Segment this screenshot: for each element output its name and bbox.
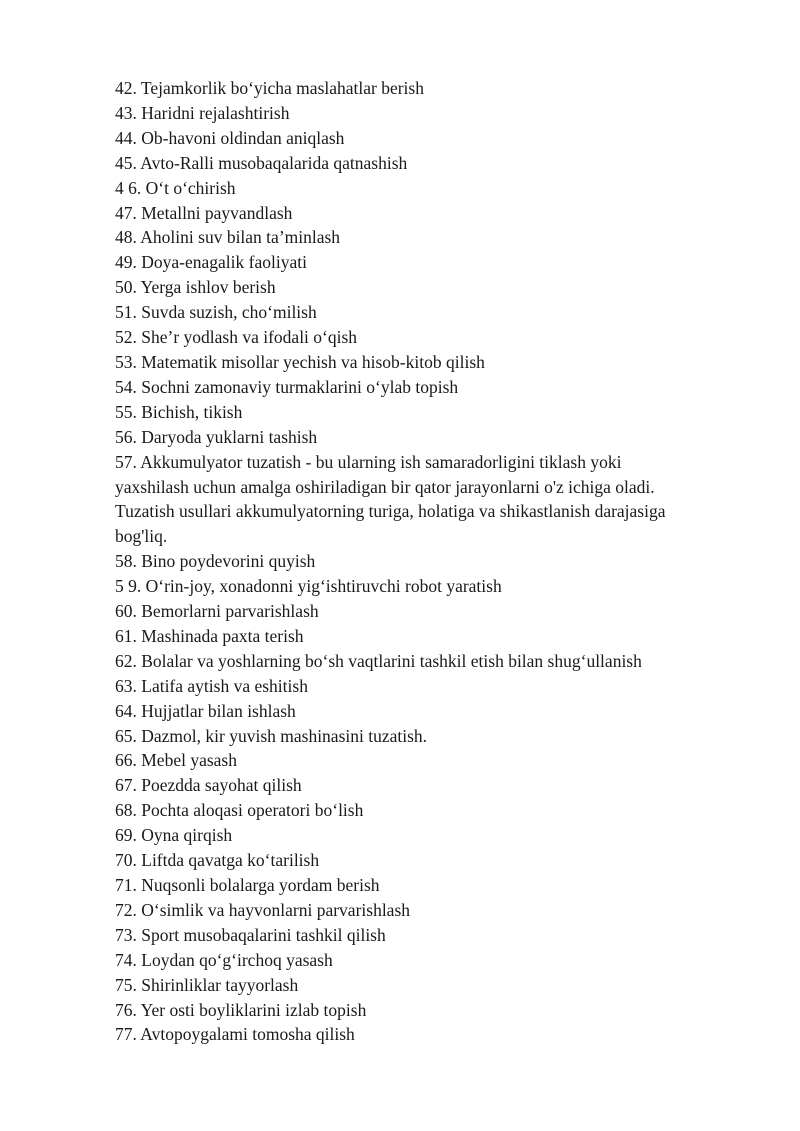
list-item: 68. Pochta aloqasi operatori bo‘lish	[115, 800, 364, 821]
list-item: 56. Daryoda yuklarni tashish	[115, 426, 318, 447]
list-item: 63. Latifa aytish va eshitish	[115, 675, 308, 696]
list-item: 4 6. O‘t o‘chirish	[115, 177, 236, 198]
list-item: 44. Ob-havoni oldindan aniqlash	[115, 127, 345, 148]
list-item: 49. Doya-enagalik faoliyati	[115, 252, 307, 273]
list-item: 47. Metallni payvandlash	[115, 202, 293, 223]
list-item: 51. Suvda suzish, cho‘milish	[115, 302, 317, 323]
paragraph-line: Tuzatish usullari akkumulyatorning turiga, holatiga va shikastlanish darajasiga	[115, 501, 666, 522]
paragraph-line: 57. Akkumulyator tuzatish - bu ularning ish samaradorligini tiklash yoki	[115, 451, 622, 472]
list-item: 77. Avtopoygalami tomosha qilish	[115, 1024, 355, 1045]
list-item-paragraph	[115, 450, 715, 550]
list-item: 67. Poezdda sayohat qilish	[115, 775, 302, 796]
paragraph-line: yaxshilash uchun amalga oshiriladigan bir qator jarayonlarni o'z ichiga oladi.	[115, 476, 655, 497]
list-item: 50. Yerga ishlov berish	[115, 277, 276, 298]
list-item: 58. Bino poydevorini quyish	[115, 551, 316, 572]
list-item: 75. Shirinliklar tayyorlash	[115, 974, 299, 995]
list-item: 55. Bichish, tikish	[115, 401, 243, 422]
paragraph-line: bog'liq.	[115, 526, 168, 547]
list-item: 71. Nuqsonli bolalarga yordam berish	[115, 875, 380, 895]
list-item: 52. She’r yodlash va ifodali o‘qish	[115, 327, 358, 348]
list-item: 69. Oyna qirqish	[115, 825, 233, 846]
list-item: 70. Liftda qavatga ko‘tarilish	[115, 850, 320, 871]
list-item: 73. Sport musobaqalarini tashkil qilish	[115, 924, 386, 945]
list-item: 60. Bemorlarni parvarishlash	[115, 601, 319, 622]
list-item: 62. Bolalar va yoshlarning bo‘sh vaqtlarini tashkil etish bilan shug‘ullanish	[115, 650, 642, 671]
document-page	[115, 76, 715, 1047]
list-item: 66. Mebel yasash	[115, 750, 237, 771]
list-item: 72. O‘simlik va hayvonlarni parvarishlash	[115, 899, 411, 920]
list-item: 42. Tejamkorlik bo‘yicha maslahatlar berish	[115, 78, 424, 98]
list-item: 65. Dazmol, kir yuvish mashinasini tuzatish.	[115, 725, 428, 746]
list-item: 43. Haridni rejalashtirish	[115, 102, 290, 123]
list-item: 76. Yer osti boyliklarini izlab topish	[115, 999, 367, 1020]
list-item: 64. Hujjatlar bilan ishlash	[115, 700, 296, 721]
list-item: 5 9. O‘rin-joy, xonadonni yig‘ishtiruvchi robot yaratish	[115, 576, 502, 597]
list-item: 45. Avto-Ralli musobaqalarida qatnashish	[115, 152, 408, 173]
list-item: 74. Loydan qo‘g‘irchoq yasash	[115, 949, 333, 970]
list-item: 61. Mashinada paxta terish	[115, 625, 304, 646]
list-item: 53. Matematik misollar yechish va hisob-kitob qilish	[115, 351, 485, 372]
list-item: 54. Sochni zamonaviy turmaklarini o‘ylab topish	[115, 376, 459, 397]
list-item: 48. Aholini suv bilan ta’minlash	[115, 227, 341, 248]
